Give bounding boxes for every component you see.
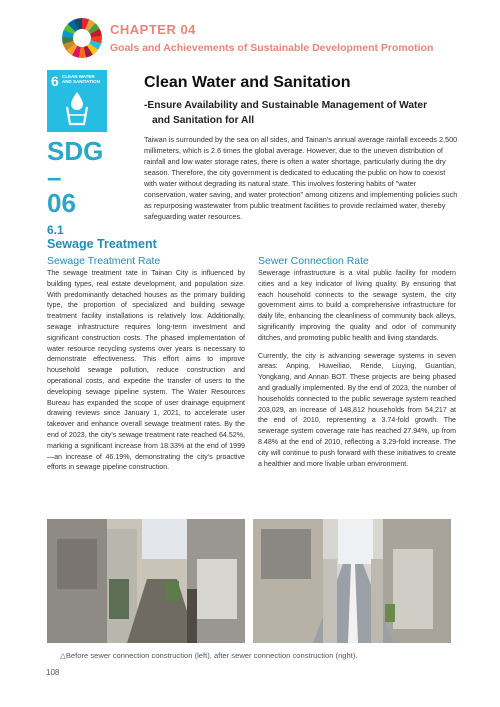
sdg-wheel-logo	[62, 18, 102, 58]
chapter-subtitle: Goals and Achievements of Sustainable Development Promotion	[110, 42, 434, 54]
intro-paragraph: Taiwan is surrounded by the sea on all sides, and Tainan's annual average rainfall exceeds 2,500 millimeters, which is 2.6 times the global average. However, due to the uneven distribution of rainfall and low water storage rates, there is often a water shortage, particularly during the dry season. Therefore, the city government is dedicated to educating the public on how to coexist with water without degrading its natural state. This involves fostering habits of "water conservation, water saving, and water protection" among citizens and implementing policies such as repurposing wastewater from public treatment facilities to provide reclaimed water, thereby safeguarding water resources.	[144, 135, 458, 221]
left-column-heading: Sewage Treatment Rate	[47, 255, 161, 267]
water-drop-glass-icon	[64, 90, 90, 126]
sdg-label: SDG	[47, 136, 104, 166]
sdg-number: 06	[47, 188, 76, 218]
page-subtitle	[144, 98, 464, 128]
photo-before-construction	[47, 519, 245, 643]
goal-number: 6	[51, 73, 59, 89]
left-column-text: The sewage treatment rate in Tainan City is influenced by building types, real estate development, and population size. With predominantly detached houses as the primary building type, the proportion of specialized and building sewage treatment facility installations is relatively low. Additionally, sewage infrastructure requires long-term investment and significant construction costs. The phased implementation of water resource recycling systems over years is necessary to demonstrate effectiveness. This effort aims to improve household sewage pollution, reduce construction and operational costs, and expedite the transfer of users to the developing sewage pipeline system. The Water Resources Bureau has expanded the scope of user drainage equipment drawing reviews since January 1, 2021, to accelerate user takeover and enhance overall sewage treatment rates. By the end of 2023, the city's sewage treatment rate reached 64.52%, marking a significant increase from 18.33% at the end of 1999—an increase of 46.19%, demonstrating the city's proactive efforts in sewage pipeline construction.	[47, 269, 245, 472]
goal-6-badge	[47, 70, 107, 132]
sdg-dash: –	[47, 162, 62, 192]
section-number: 6.1	[47, 223, 64, 237]
right-paragraph-2: Currently, the city is advancing sewerage systems in seven areas: Anping, Huweiliao, Rende, Liuying, Guantian, Yongkang, and Annan BOT. These projects are being phased and gradually implemented. By the end of 2023, the number of households connected to the public sewerage system reached 203,029, an increase of 148,812 households from 54,217 at the end of 2010, representing a 3.74-fold growth. The sewerage system coverage rate has reached 27.94%, up from 8.48% at the end of 2010, reflecting a 3.29-fold increase. The city will continue to push forward with these initiatives to create a healthier and more livable urban environment.	[258, 351, 456, 468]
right-paragraph-1: Sewerage infrastructure is a vital public facility for modern cities and a key indicator of living quality. By ensuring that each household connects to the sewage system, the city government aims to build a comprehensive infrastructure for daily life, enhancing the cleanliness of community back alleys, significantly improving the quality and odor of community ditches, and promoting public health and living standards.	[258, 269, 456, 342]
subtitle-line-1: -Ensure Availability and Sustainable Management of Water	[144, 100, 428, 111]
goal-label: CLEAN WATER AND SANITATION	[62, 74, 100, 84]
chapter-header	[62, 18, 433, 58]
photo-caption: △Before sewer connection construction (left), after sewer connection construction (right).	[60, 651, 358, 660]
chapter-label: CHAPTER 04	[110, 22, 196, 37]
right-column-text	[258, 268, 456, 469]
sdg-number-block	[47, 138, 103, 216]
right-column-heading: Sewer Connection Rate	[258, 255, 369, 267]
section-title: Sewage Treatment	[47, 237, 157, 251]
page-number: 108	[46, 668, 60, 677]
photo-after-construction	[253, 519, 451, 643]
page-title: Clean Water and Sanitation	[144, 74, 351, 91]
subtitle-line-2: and Sanitation for All	[152, 115, 255, 126]
